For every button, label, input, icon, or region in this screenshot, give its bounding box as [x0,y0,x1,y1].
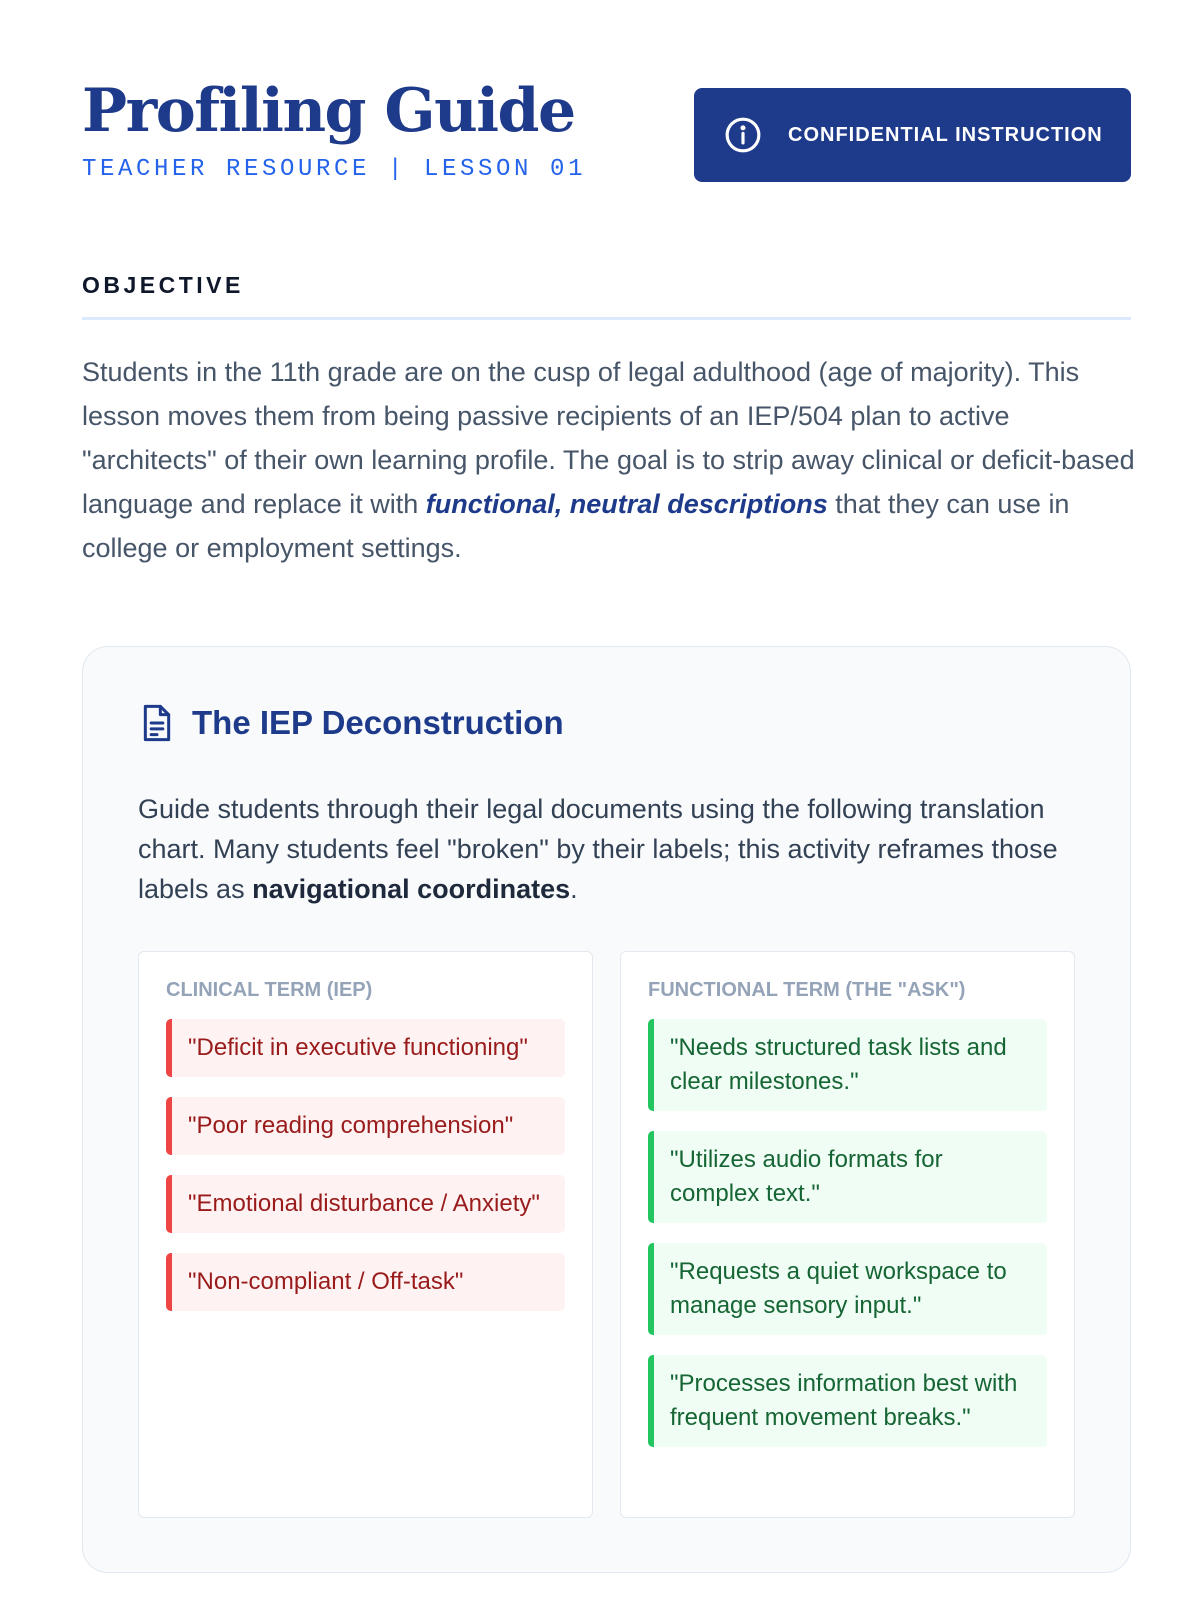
clinical-term-item: "Non-compliant / Off-task" [166,1253,565,1311]
functional-term-header: FUNCTIONAL TERM (THE "ASK") [648,979,966,1001]
card-header [139,703,564,743]
objective-text-before: Students in the 11th grade are on the cusp of legal adulthood (age of majority). This lesson moves them from being passive recipients of an IEP/504 plan to active "architects" of their own learning profile. The goal is to strip away clinical or deficit-based language and replace it with [82,357,1135,519]
functional-term-item: "Processes information best with frequent movement breaks." [648,1355,1047,1447]
objective-text [82,350,1142,570]
objective-heading: OBJECTIVE [82,272,244,298]
card-desc-after: . [570,874,578,904]
clinical-term-item: "Emotional disturbance / Anxiety" [166,1175,565,1233]
functional-term-item: "Requests a quiet workspace to manage sensory input." [648,1243,1047,1335]
clinical-term-item: "Poor reading comprehension" [166,1097,565,1155]
functional-term-item: "Needs structured task lists and clear milestones." [648,1019,1047,1111]
card-desc-before: Guide students through their legal documents using the following translation chart. Many students feel "broken" by their labels; this activity reframes those labels as [138,794,1058,904]
objective-emphasis: functional, neutral descriptions [425,489,828,519]
page-title: Profiling Guide [82,76,575,146]
divider [82,317,1131,320]
objective-text-after: that they can use in college or employment settings. [82,489,1070,563]
card-description [138,789,1088,909]
document-icon [139,703,175,743]
confidential-badge [694,88,1131,182]
clinical-term-header: CLINICAL TERM (IEP) [166,979,373,1001]
badge-label: CONFIDENTIAL INSTRUCTION [788,123,1103,146]
info-icon [724,116,762,154]
page-subtitle: TEACHER RESOURCE | LESSON 01 [82,156,587,183]
iep-deconstruction-card [82,646,1131,1573]
card-desc-strong: navigational coordinates [252,874,571,904]
clinical-term-item: "Deficit in executive functioning" [166,1019,565,1077]
card-title: The IEP Deconstruction [192,704,564,741]
clinical-term-column [138,951,593,1518]
functional-term-item: "Utilizes audio formats for complex text." [648,1131,1047,1223]
functional-term-column [620,951,1075,1518]
